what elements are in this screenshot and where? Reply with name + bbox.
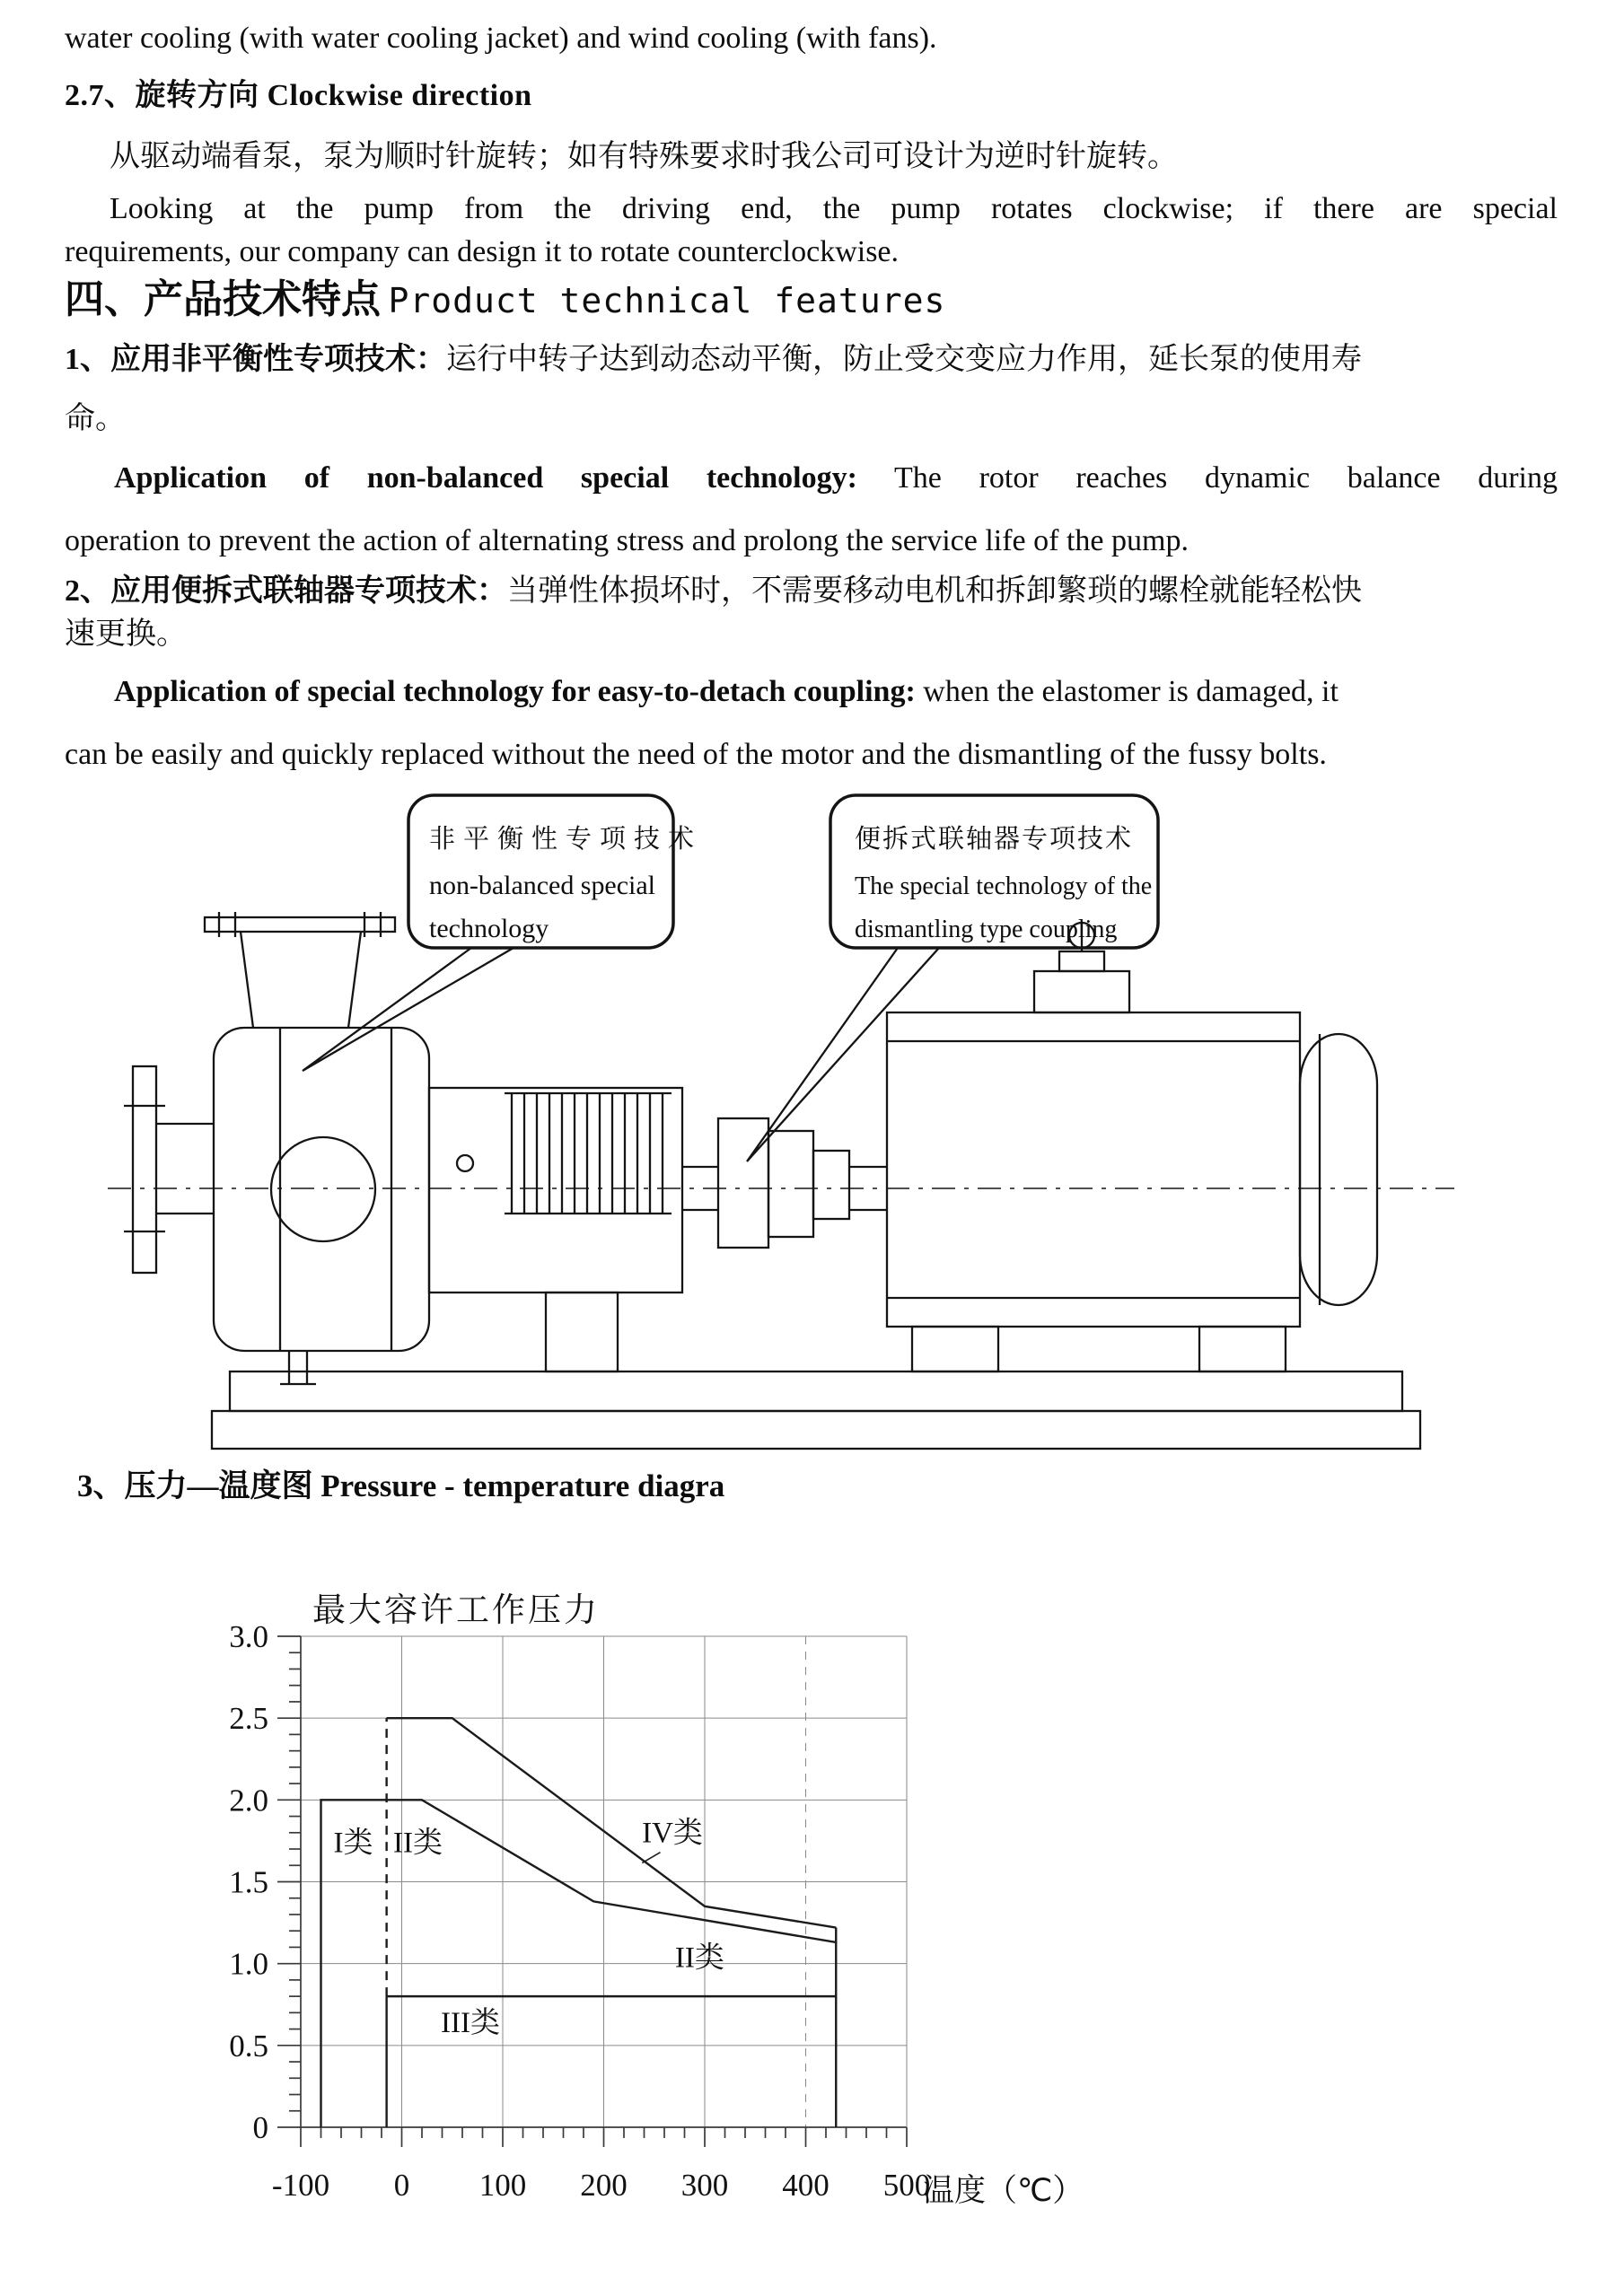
annotation-leader-line (642, 1853, 660, 1863)
motor-foot-rear (1199, 1327, 1286, 1371)
item1-lead: 1、应用非平衡性专项技术： (65, 343, 446, 376)
suction-flange (124, 1066, 214, 1273)
heading-3-cn: 3、压力—温度图 (77, 1468, 313, 1503)
item1-en-lead: Application of non-balanced special technology: (114, 461, 857, 495)
callout2-text-en1: The special technology of the (855, 872, 1153, 900)
curve-class-II-limit (387, 1800, 837, 1942)
item2-en-line2: can be easily and quickly replaced without the need of the motor and the dismantling of the fussy bolts. (65, 738, 1327, 771)
callout1-tail (303, 948, 514, 1071)
item2-lead: 2、应用便拆式联轴器专项技术： (65, 574, 507, 608)
para-rotation-cn: 从驱动端看泵，泵为顺时针旋转；如有特殊要求时我公司可设计为逆时针旋转。 (110, 140, 1178, 173)
region-label: II类 (393, 1827, 443, 1860)
base-plate (212, 1371, 1420, 1449)
x-tick-label: -100 (271, 2168, 330, 2203)
callout2-tail (747, 948, 939, 1161)
y-tick-label: 2.5 (229, 1701, 268, 1737)
callout1-text-en1: non-balanced special (429, 871, 655, 900)
item1-line1 (65, 341, 1362, 380)
heading-4-cn: 四、产品技术特点 (65, 277, 381, 321)
heading-4 (65, 275, 945, 324)
pump-line-art (108, 795, 1454, 1449)
terminal-box (1034, 971, 1129, 1012)
heading-3-en: Pressure - temperature diagra (320, 1468, 725, 1503)
x-tick-label: 500 (882, 2168, 931, 2203)
y-tick-label: 2.0 (229, 1783, 268, 1818)
x-tick-label: 300 (680, 2168, 729, 2203)
cooling-fins (512, 1093, 663, 1214)
region-label: IV类 (642, 1817, 703, 1850)
y-tick-label: 0.5 (229, 2028, 268, 2064)
chart-title: 最大容许工作压力 (312, 1592, 600, 1629)
y-tick-label: 1.0 (229, 1946, 268, 1982)
item1-en-rest: The rotor reaches dynamic balance during (856, 461, 1558, 495)
pump-assembly-diagram (0, 772, 1624, 1490)
item1-en-line1 (114, 460, 1558, 498)
para-cooling: water cooling (with water cooling jacket) and wind cooling (with fans). (65, 22, 937, 55)
x-tick-label: 400 (782, 2168, 830, 2203)
curve-class-IV-limit (387, 1718, 837, 1927)
item2-line1 (65, 573, 1362, 611)
motor (887, 923, 1377, 1371)
discharge-flange (205, 912, 395, 1028)
pump-casing (214, 1028, 429, 1384)
y-tick-label: 3.0 (229, 1619, 268, 1654)
bracket-foot (546, 1293, 618, 1371)
item1-en-line2: operation to prevent the action of alternating stress and prolong the service life of the pump. (65, 524, 1189, 557)
x-tick-label: 0 (393, 2168, 410, 2203)
y-tick-label: 0 (252, 2110, 268, 2145)
callout2-text-cn: 便拆式联轴器专项技术 (855, 825, 1134, 854)
callout1-text-cn: 非平衡性专项技术 (429, 825, 703, 854)
motor-foot-front (912, 1327, 998, 1371)
heading-3 (77, 1467, 724, 1506)
heading-4-en: Product technical features (388, 281, 946, 320)
item1-rest: 运行中转子达到动态动平衡，防止受交变应力作用，延长泵的使用寿 (446, 343, 1362, 376)
x-tick-label: 100 (478, 2168, 527, 2203)
item2-en-line1 (114, 673, 1558, 712)
item2-rest: 当弹性体损坏时，不需要移动电机和拆卸繁琐的螺栓就能轻松快 (507, 574, 1362, 608)
heading-2-7: 2.7、旋转方向 Clockwise direction (65, 79, 532, 112)
motor-end-cap (1300, 1034, 1377, 1305)
pressure-temperature-chart (0, 1526, 1624, 2271)
region-label: I类 (333, 1827, 373, 1860)
region-label: III类 (441, 2007, 500, 2040)
x-tick-label: 200 (580, 2168, 628, 2203)
item2-line2: 速更换。 (65, 618, 187, 651)
coupling (682, 1118, 887, 1248)
callout2-text-en2: dismantling type coupling (855, 916, 1118, 943)
item1-line2: 命。 (65, 402, 126, 435)
para-rotation-en-line2: requirements, our company can design it to rotate counterclockwise. (65, 235, 900, 268)
y-tick-label: 1.5 (229, 1864, 268, 1900)
region-label: II类 (674, 1941, 724, 1975)
para-rotation-en-line1: Looking at the pump from the driving end, the pump rotates clockwise; if there are special (110, 192, 1558, 225)
x-axis-label: 温度（℃） (923, 2173, 1084, 2208)
item2-en-lead: Application of special technology for easy-to-detach coupling: (114, 675, 916, 708)
bearing-bracket (429, 1088, 682, 1371)
item2-en-rest: when the elastomer is damaged, it (915, 675, 1339, 708)
callout1-text-en2: technology (429, 914, 549, 943)
